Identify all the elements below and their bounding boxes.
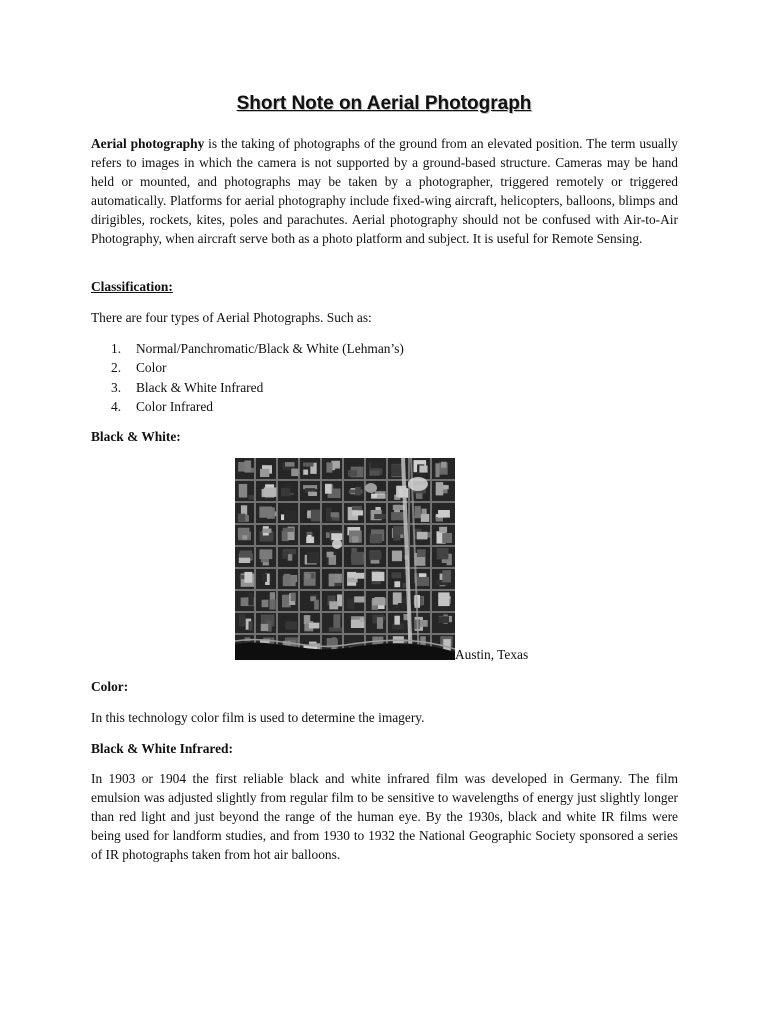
city-block — [285, 462, 294, 467]
city-block — [259, 549, 272, 559]
city-block — [325, 484, 332, 494]
city-block — [308, 492, 317, 496]
city-block — [304, 615, 311, 624]
city-block — [436, 482, 444, 495]
city-block — [352, 536, 358, 542]
city-block — [347, 598, 354, 609]
list-item — [91, 358, 404, 377]
city-block — [242, 535, 247, 540]
city-block — [442, 485, 448, 489]
city-block — [311, 510, 321, 522]
list-item — [91, 378, 404, 397]
city-block — [239, 484, 247, 498]
aerial-photo-image — [235, 458, 455, 660]
color-paragraph: In this technology color film is used to determine the imagery. — [91, 710, 425, 725]
city-block — [360, 617, 364, 621]
city-block — [291, 469, 299, 477]
city-block — [291, 593, 296, 602]
city-block — [238, 514, 246, 522]
city-block — [260, 469, 269, 477]
city-block — [303, 470, 308, 475]
city-block — [369, 552, 381, 559]
city-block — [372, 572, 385, 581]
city-block — [370, 463, 383, 469]
photo-caption: Austin, Texas — [455, 647, 529, 662]
city-block — [370, 534, 382, 543]
city-block — [442, 533, 452, 543]
city-block — [436, 517, 443, 522]
city-block — [355, 487, 361, 496]
city-block — [393, 592, 402, 604]
city-block — [372, 598, 386, 605]
city-block — [417, 532, 428, 540]
intro-body: is the taking of photographs of the ground from an elevated position. The term usually refers to images in which the camera is not supported by a ground-based structure. Cameras may be hand held or mounted, and photographs may be taken by a photographer, triggered remotely or triggered automatically. Platforms for aerial photography include fixed-wing aircraft, helicopters, balloons, blimps and dirigibles, rockets, kites, poles and parachutes. Aerial photography should not be confused with Air-to-Air Photography, when aircraft serve both as a photo platform and subject. It is useful for Remote Sensing. — [91, 136, 678, 246]
city-block — [329, 601, 338, 609]
city-block — [259, 507, 272, 518]
list-item — [91, 397, 404, 416]
list-label: Normal/Panchromatic/Black & White (Lehman’s) — [136, 341, 404, 356]
city-block — [327, 552, 334, 558]
city-block — [307, 535, 311, 542]
city-block — [438, 592, 449, 606]
city-block — [352, 510, 363, 515]
aerial-photo — [235, 458, 455, 660]
city-block — [421, 514, 430, 522]
city-block — [244, 572, 252, 583]
classification-heading: Classification: — [91, 279, 173, 294]
city-block — [249, 495, 255, 500]
list-item — [91, 339, 404, 358]
city-block — [351, 552, 364, 565]
city-block — [239, 558, 250, 563]
city-block — [262, 574, 267, 582]
city-block — [391, 512, 404, 520]
city-block — [333, 614, 340, 628]
city-block — [394, 616, 400, 625]
city-block — [435, 463, 439, 477]
types-list — [91, 339, 404, 416]
city-block — [377, 617, 383, 629]
city-block — [326, 508, 332, 522]
city-block — [244, 461, 251, 473]
city-block — [314, 600, 319, 610]
city-block — [248, 594, 253, 606]
city-block — [416, 577, 429, 586]
city-block — [309, 623, 320, 629]
city-block — [249, 621, 253, 630]
city-block — [442, 570, 451, 582]
city-block — [269, 599, 275, 609]
city-block — [443, 639, 451, 651]
city-block — [441, 462, 446, 468]
city-block — [438, 616, 449, 623]
city-block — [439, 527, 447, 533]
city-block — [239, 614, 245, 626]
list-number: 4. — [111, 398, 122, 414]
city-block — [303, 463, 314, 467]
list-label: Black & White Infrared — [136, 379, 264, 395]
city-block — [326, 462, 332, 472]
city-block — [335, 469, 341, 474]
city-block — [392, 572, 402, 578]
city-block — [354, 573, 364, 579]
list-label: Color Infrared — [136, 398, 213, 414]
city-block — [417, 549, 426, 557]
bwir-paragraph: In 1903 or 1904 the first reliable black and white infrared film was developed in Germany. The film emulsion was adjusted slightly from regular film to be sensitive to wavelengths of energy just slightly longer than red light and just beyond the range of the human eye. By the 1930s, black and white IR films were being used for landform studies, and from 1930 to 1932 the National Geographic Society sponsored a series of IR photographs taken from hot air balloons. — [91, 771, 678, 862]
city-block — [288, 554, 293, 561]
city-block — [394, 581, 400, 587]
city-block — [307, 552, 319, 564]
city-block — [262, 600, 269, 608]
city-block — [437, 548, 449, 559]
city-block — [262, 529, 271, 533]
city-block — [261, 624, 269, 631]
list-label: Color — [136, 360, 167, 376]
city-block — [371, 560, 380, 564]
city-block — [241, 505, 247, 515]
city-block — [331, 512, 339, 517]
city-block — [264, 487, 277, 497]
city-block — [285, 621, 297, 629]
city-block — [404, 614, 408, 620]
list-number: 2. — [111, 360, 122, 376]
page-title: Short Note on Aerial Photograph — [236, 93, 532, 114]
bwir-heading: Black & White Infrared: — [91, 741, 233, 756]
classification-intro: There are four types of Aerial Photographs. Such as: — [91, 310, 372, 325]
city-block — [283, 528, 294, 532]
list-number: 1. — [111, 341, 122, 356]
city-block — [377, 495, 386, 499]
color-heading: Color: — [91, 679, 129, 694]
city-block — [284, 510, 297, 522]
city-block — [419, 466, 427, 473]
bw-heading: Black & White: — [91, 429, 181, 444]
intro-lead-term: Aerial photography — [91, 136, 205, 151]
city-block — [282, 552, 288, 559]
intro-paragraph — [91, 134, 678, 248]
city-block — [370, 471, 380, 476]
city-block — [415, 506, 421, 518]
city-block — [392, 551, 402, 562]
city-block — [284, 574, 291, 586]
city-block — [281, 488, 290, 497]
city-block — [331, 533, 342, 540]
city-block — [374, 514, 385, 519]
city-block — [348, 470, 357, 476]
city-block — [438, 510, 450, 518]
list-number: 3. — [111, 379, 122, 395]
city-block — [354, 596, 365, 602]
city-block — [329, 574, 335, 586]
city-block — [329, 627, 342, 631]
city-block — [305, 573, 311, 579]
city-block — [352, 506, 362, 510]
